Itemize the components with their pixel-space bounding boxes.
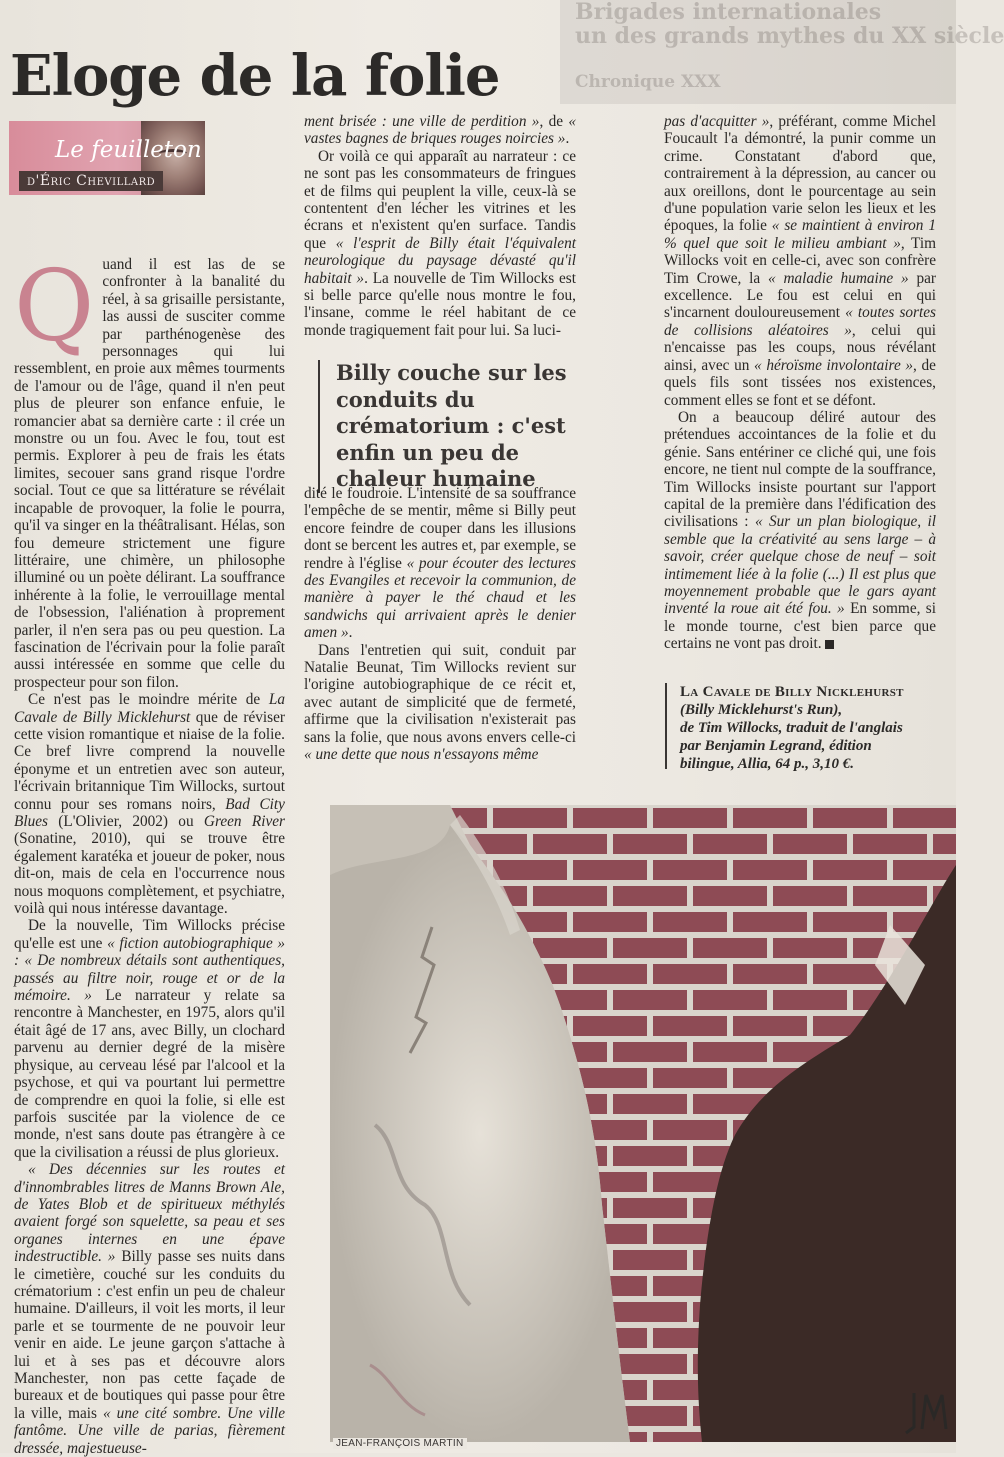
drop-cap: Q xyxy=(14,250,95,364)
end-of-article-mark xyxy=(825,640,834,649)
paragraph: Quand il est las de se confronter à la banalité du réel, à sa grisaille persistante, las aussi de susciter comme par parthénogenèse des personnages qui lui ressemblent, en proie aux mêmes tourments de l'amour ou de l'âge, quand il n'en peut plus de pleurer son enfance enfuie, le romancier abat sa dernière carte : il crée un monstre ou un fou. Avec le fou, tout est permis. Explorer à peu de frais les états limites, secouer sans grand risque l'ordre social. Tout ce que sa littérature se révélait incapable de provoquer, la folie le pourra, qu'il va singer en la théâtralisant. Hélas, son fou demeure strictement une figure littéraire, une chimère, un philosophe illuminé ou un poète délirant. La souffrance inhérente à la folie, le verrouillage mental de l'obsession, l'aliénation à proprement parler, il n'en sera pas ou peu question. La fascination de l'écrivain pour la folie paraît aussi intéressée en somme que celle du prospecteur pour son filon. xyxy=(14,250,285,691)
column-2-top xyxy=(304,113,576,339)
paragraph: Ce n'est pas le moindre mérite de La Cavale de Billy Micklehurst que de réviser cette vision romantique et niaise de la folie. Ce bref livre comprend la nouvelle éponyme et un entretien avec son auteur, l'écrivain britannique Tim Willocks, surtout connu pour ses romans noirs, Bad City Blues (L'Olivier, 2002) ou Green River (Sonatine, 2010), qui se trouve être également karatéka et joueur de poker, nous dit-on, mais de cela en l'occurrence nous nous moquons complètement, et psychiatre, voilà qui nous intéresse davantage. xyxy=(14,691,285,918)
illustration xyxy=(330,805,956,1442)
feuilleton-badge xyxy=(9,121,205,195)
photo-credit: JEAN-FRANÇOIS MARTIN xyxy=(333,1438,467,1449)
paragraph: Or voilà ce qui apparaît au narrateur : ce ne sont pas les consommateurs de fringues et de films qui peuplent la ville, ceux-là se contentent d'en lécher les vitrines et les écrans et n'existent qu'en surface. Tandis que « l'esprit de Billy était l'équivalent neurologique du paysage dévasté qu'il habitait ». La nouvelle de Tim Willocks est si belle parce qu'elle nous montre le fou, l'insane, comme le réel habitant de ce monde tragiquement fait pour lui. Sa luci- xyxy=(304,147,576,339)
bleed-line-2: un des grands mythes du XX siècle xyxy=(575,23,1004,49)
paragraph: dité le foudroie. L'intensité de sa souffrance l'empêche de se mentir, même si Billy peut encore feindre de couper dans les illusions dont se bercent les autres et, par exemple, se rendre à l'église « pour écouter des lectures des Evangiles et recevoir la communion, de manière à payer le thé chaud et les sandwichs qui arrivaient après le denier amen ». xyxy=(304,485,576,642)
paragraph: On a beaucoup déliré autour des prétendues accointances de la folie et du génie. Sans entériner ce cliché qui, une fois encore, ne tient nul compte de la souffrance, Tim Willocks insiste pourtant sur l'apport capital de la première dans l'édification des civilisations : « Sur un plan biologique, il semble que la créativité au sens large – à savoir, créer quelque chose de neuf – soit intimement liée à la folie (...) Il est plus que moyennement probable que le gars ayant inventé la roue ait été fou. » En somme, si le monde tourne, c'est bien parce que certains ne vont pas droit. xyxy=(664,408,936,653)
badge-title: Le feuilleton xyxy=(55,137,202,163)
bleed-through-text xyxy=(575,0,1004,106)
column-3 xyxy=(664,113,936,653)
book-credits: La Cavale de Billy Nicklehurst (Billy Micklehurst's Run), de Tim Willocks, traduit de l'anglais par Benjamin Legrand, édition bilingue, Allia, 64 p., 3,10 €. xyxy=(680,683,936,773)
illustration-art xyxy=(330,805,956,1442)
paragraph: De la nouvelle, Tim Willocks précise qu'elle est une « fiction autobiographique » : « De nombreux détails sont authentiques, passés au filtre noir, rouge et or de la mémoire. » Le narrateur y relate sa rencontre à Manchester, en 1975, alors qu'il était âgé de 17 ans, avec Billy, un clochard parvenu au dernier degré de la misère physique, au cerveau lésé par l'alcool et la psychose, et qui va pourtant lui permettre de comprendre en quoi la folie, si elle est parfois suscitée par la violence de ce monde, n'est sans doute pas étrangère à ce que la civilisation a réussi de plus glorieux. xyxy=(14,917,286,1161)
illustration-signature xyxy=(331,806,332,807)
credits-rule xyxy=(665,683,667,769)
column-1 xyxy=(14,250,286,1457)
paragraph: pas d'acquitter », préférant, comme Michel Foucault l'a démontré, la punir comme un crime. Constatant d'abord que, contrairement à la dépression, au cancer ou aux oreillons, dont le pourcentage au sein d'une population varie selon les lieux et les époques, la folie « se maintient à environ 1 % quel que soit le milieu ambiant », Tim Willocks voit en celle-ci, avec son confrère Tim Crowe, la « maladie humaine » par excellence. Le fou est celui en qui s'incarnent douloureusement « toutes sortes de collisions aléatoires », celui qui n'encaisse pas les coups, nous révélant ainsi, avec un « héroïsme involontaire », de quels fils sont tissées nos existences, comment elles se font et se défont. xyxy=(664,113,937,409)
pull-quote: Billy couche sur les conduits du crématorium : c'est enfin un peu de chaleur humaine xyxy=(318,360,594,493)
book-title: La Cavale de Billy Nicklehurst xyxy=(680,684,904,700)
column-2-bottom xyxy=(304,485,576,764)
bleed-line-1: Brigades internationales xyxy=(575,0,882,25)
paragraph: ment brisée : une ville de perdition », de « vastes bagnes de briques rouges noircies ». xyxy=(304,113,576,148)
badge-byline: d'Éric Chevillard xyxy=(19,171,163,191)
article-headline: Eloge de la folie xyxy=(10,42,500,109)
bleed-line-3: Chronique XXX xyxy=(575,72,721,92)
paragraph: « Des décennies sur les routes et d'innombrables litres de Manns Brown Ale, de Yates Blob et de spiritueux méthylés avaient forgé son squelette, sa peau et ses organes internes en une épave indestructible. » Billy passe ses nuits dans le cimetière, couché sur les conduits du crématorium : c'est enfin un peu de chaleur humaine. D'ailleurs, il voit les morts, il leur parle et se tourmente de ne pouvoir leur venir en aide. Le jeune garçon s'attache à lui et à ses pas et découvre alors Manchester, non pas cette façade de bureaux et de boutiques qui passe pour être la ville, mais « une cité sombre. Une ville fantôme. Une ville de parias, fièrement dressée, majestueuse- xyxy=(14,1161,286,1457)
paragraph: Dans l'entretien qui suit, conduit par Natalie Beunat, Tim Willocks revient sur l'origine autobiographique de ce récit et, avec autant de simplicité que de fermeté, affirme que la civilisation n'existerait pas sans la folie, que nous avons envers celle-ci « une dette que nous n'essayons même xyxy=(304,641,576,764)
